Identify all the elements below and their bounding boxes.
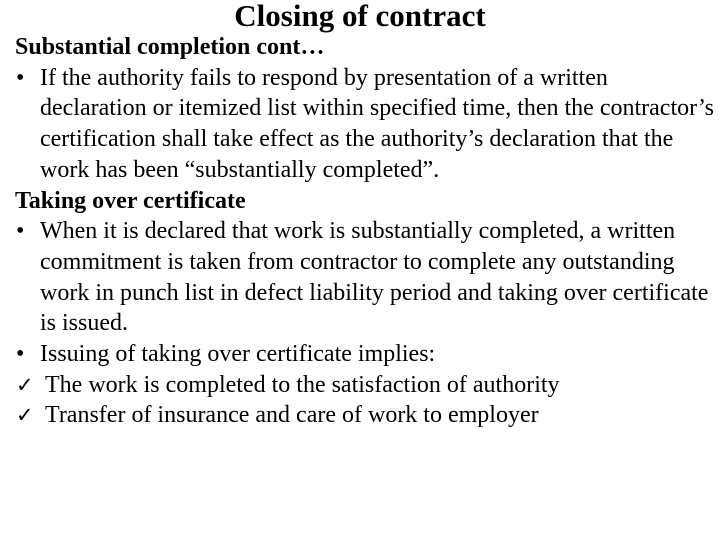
checklist-item — [15, 370, 715, 401]
checkmark-icon: ✓ — [16, 372, 34, 397]
checklist-text: Transfer of insurance and care of work to employer — [45, 402, 539, 429]
bullet-item — [15, 339, 715, 370]
bullet-text: Issuing of taking over certificate implies: — [40, 341, 436, 368]
checkmark-icon: ✓ — [16, 403, 34, 428]
bullet-text: When it is declared that work is substantially completed, a written commitment is taken from contractor to complete any outstanding work in punch list in defect liability period and taking over certificate is issued. — [40, 218, 709, 337]
checklist-item — [15, 400, 715, 431]
section-heading-substantial-completion: Substantial completion cont… — [15, 34, 325, 60]
bullet-icon: • — [16, 341, 25, 368]
section-heading-taking-over-certificate: Taking over certificate — [15, 187, 246, 214]
bullet-item — [15, 216, 715, 339]
bullet-item — [15, 63, 715, 186]
bullet-icon: • — [16, 218, 25, 245]
slide-body — [15, 32, 715, 431]
bullet-icon: • — [16, 64, 25, 91]
checklist-text: The work is completed to the satisfaction of authority — [45, 371, 560, 398]
bullet-text: If the authority fails to respond by presentation of a written declaration or itemized list within specified time, then the contractor’s certification shall take effect as the authority’s declaration that the work has been “substantially completed”. — [40, 64, 715, 183]
slide-title: Closing of contract — [234, 0, 486, 33]
